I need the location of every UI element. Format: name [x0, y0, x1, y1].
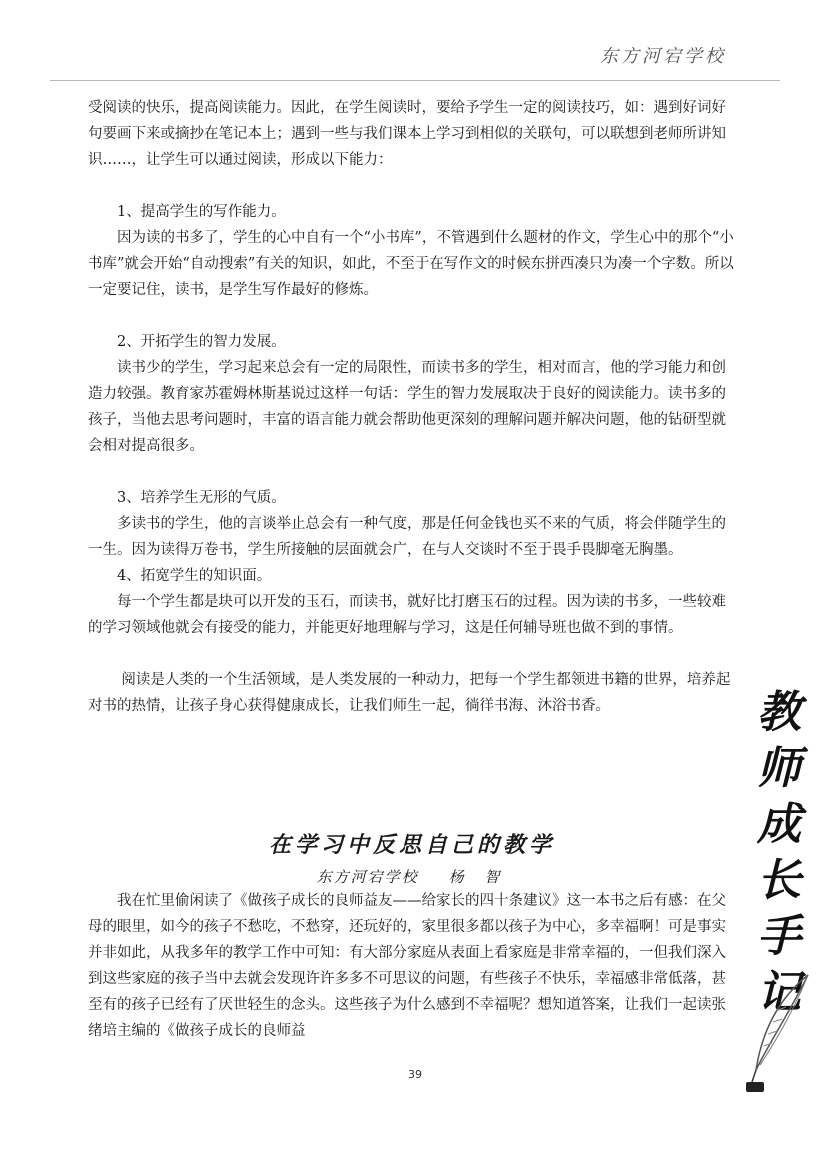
article-paragraph: 我在忙里偷闲读了《做孩子成长的良师益友——给家长的四十条建议》这一本书之后有感：在父母的眼里，如今的孩子不愁吃，不愁穿，还玩好的，家里很多都以孩子为中心，多幸福啊！可是事实并非如此，从我多年的教学工作中可知：有大部分家庭从表面上看家庭是非常幸福的，一但我们深入到这些家庭的孩子当中去就会发现许许多多不可思议的问题，有些孩子不快乐，幸福感非常低落，甚至有的孩子已经有了厌世轻生的念头。这些孩子为什么感到不幸福呢？想知道答案，让我们一起读张绪培主编的《做孩子成长的良师益 [88, 893, 726, 1039]
closing-paragraph: 阅读是人类的一个生活领域，是人类发展的一种动力，把每一个学生都领进书籍的世界，培养起对书的热情，让孩子身心获得健康成长，让我们师生一起，徜徉书海、沐浴书香。 [88, 672, 731, 714]
spacer [88, 303, 736, 329]
header-school-name: 东方河宕学校 [600, 46, 726, 67]
byline-author: 杨 智 [448, 868, 508, 886]
article-title: 在学习中反思自己的教学 [268, 832, 555, 858]
section-heading-1: 1、提高学生的写作能力。 [117, 204, 286, 220]
quill-pen-icon [738, 970, 818, 1100]
header-divider [50, 80, 780, 81]
section-body-4: 每一个学生都是块可以开发的玉石，而读书，就好比打磨玉石的过程。因为读的书多，一些较难的学习领域他就会有接受的能力，并能更好地理解与学习，这是任何辅导班也做不到的事情。 [88, 594, 726, 636]
article-byline [88, 866, 736, 887]
spacer [88, 641, 736, 667]
intro-paragraph: 受阅读的快乐，提高阅读能力。因此，在学生阅读时，要给予学生一定的阅读技巧，如：遇到好词好句要画下来或摘抄在笔记本上；遇到一些与我们课本上学习到相似的关联句，可以联想到老师所讲知识……，让学生可以通过阅读，形成以下能力： [88, 100, 726, 168]
byline-school: 东方河宕学校 [316, 868, 419, 886]
sidebar-char: 成 [757, 799, 801, 850]
sidebar-char: 手 [757, 911, 801, 962]
section-body-1: 因为读的书多了，学生的心中自有一个“小书库”，不管遇到什么题材的作文，学生心中的那个“小书库”就会开始“自动搜索”有关的知识，如此，不至于在写作文的时候东拼西凑只为凑一个字数。所以一定要记住，读书，是学生写作最好的修炼。 [88, 230, 734, 298]
article-body [88, 888, 736, 1044]
page-number: 39 [408, 1068, 422, 1081]
spacer [88, 173, 736, 199]
section-heading-2: 2、开拓学生的智力发展。 [117, 334, 286, 350]
sidebar-char: 长 [757, 855, 801, 906]
spacer [88, 459, 736, 485]
section-heading-3: 3、培养学生无形的气质。 [117, 490, 286, 506]
main-content [88, 95, 736, 719]
sidebar-char: 师 [757, 743, 801, 794]
section-body-3: 多读书的学生，他的言谈举止总会有一种气度，那是任何金钱也买不来的气质，将会伴随学生的一生。因为读得万卷书，学生所接触的层面就会广，在与人交谈时不至于畏手畏脚毫无胸墨。 [88, 516, 726, 558]
section-heading-4: 4、拓宽学生的知识面。 [117, 568, 272, 584]
sidebar-char: 教 [757, 687, 801, 738]
sidebar-char: 记 [757, 967, 801, 1018]
section-body-2: 读书少的学生，学习起来总会有一定的局限性，而读书多的学生，相对而言，他的学习能力和创造力较强。教育家苏霍姆林斯基说过这样一句话：学生的智力发展取决于良好的阅读能力。读书多的孩子，当他去思考问题时，丰富的语言能力就会帮助他更深刻的理解问题并解决问题，他的钻研型就会相对提高很多。 [88, 360, 726, 454]
